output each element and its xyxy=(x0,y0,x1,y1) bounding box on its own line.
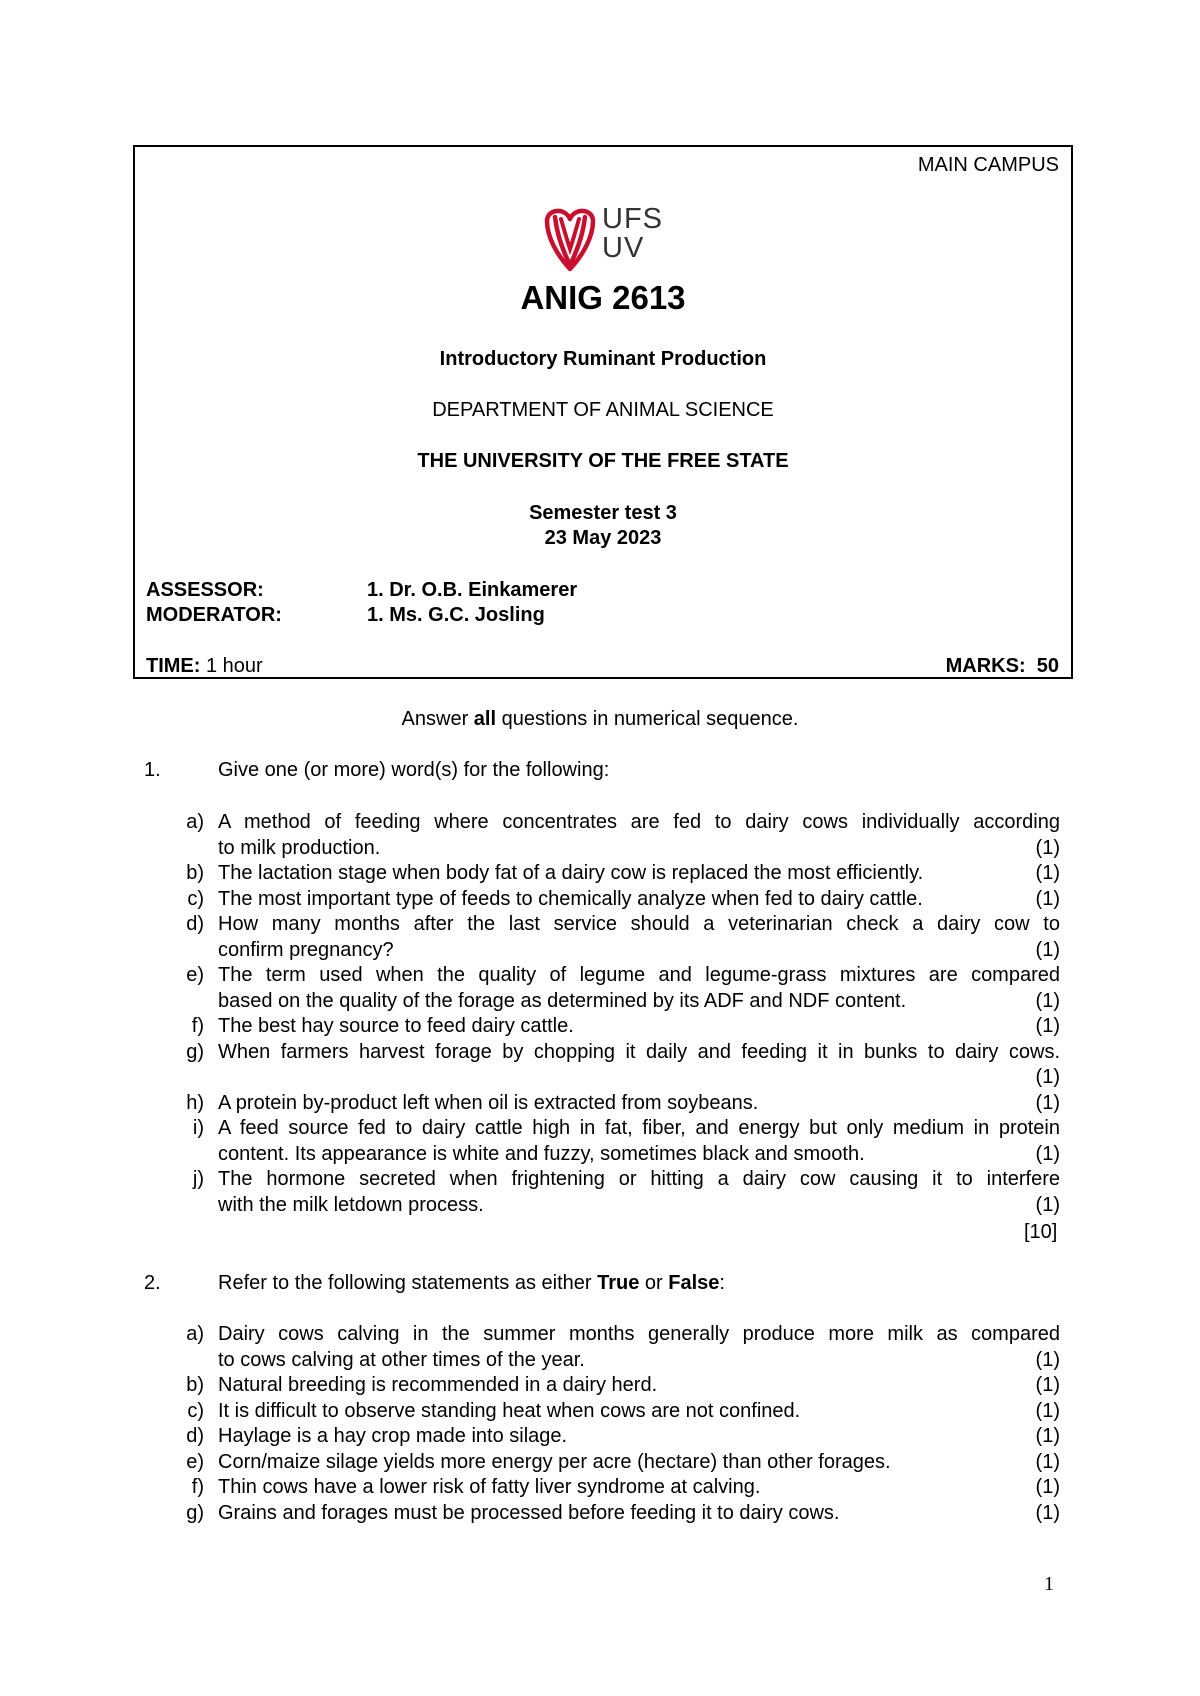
item-letter: b) xyxy=(186,862,204,884)
item-text-line-1: Haylage is a hay crop made into silage. xyxy=(218,1425,568,1447)
moderator-name: 1. Ms. G.C. Josling xyxy=(367,604,545,626)
item-mark: (1) xyxy=(1035,1015,1060,1037)
item-letter: f) xyxy=(191,1015,204,1037)
item-mark: (1) xyxy=(1035,862,1060,884)
item-text-line-1: Corn/maize silage yields more energy per acre (hectare) than other forages. xyxy=(218,1450,891,1473)
item-text-line-1: When farmers harvest forage by chopping it daily and feeding it in bunks to dairy cows. xyxy=(218,1040,1060,1063)
marks-value: 50 xyxy=(1036,655,1059,677)
item-letter: h) xyxy=(186,1091,204,1114)
page-number: 1 xyxy=(1044,1573,1054,1595)
item-text-line-2 xyxy=(218,1065,1060,1091)
item-mark: (1) xyxy=(1035,1066,1060,1088)
logo-wordmark: UFS UV xyxy=(602,203,663,264)
marks-label: MARKS: xyxy=(945,655,1026,677)
university-logo xyxy=(539,205,671,275)
item-text-line-2: based on the quality of the forage as determined by its ADF and NDF content. xyxy=(218,989,907,1012)
item-mark: (1) xyxy=(1035,887,1060,910)
item-text-line-1: The best hay source to feed dairy cattle. xyxy=(218,1015,574,1037)
module-title: Introductory Ruminant Production xyxy=(439,348,767,370)
test-name: Semester test 3 xyxy=(529,502,677,524)
item-text-line-2: content. Its appearance is white and fuzzy, sometimes black and smooth. xyxy=(218,1142,865,1165)
item-text-line-1: How many months after the last service should a veterinarian check a dairy cow to xyxy=(218,913,1060,935)
item-letter: e) xyxy=(186,964,204,986)
item-mark: (1) xyxy=(1035,1348,1060,1371)
department-name: DEPARTMENT OF ANIMAL SCIENCE xyxy=(432,399,774,421)
ufs-emblem-icon xyxy=(539,205,601,275)
item-letter: i) xyxy=(192,1117,204,1139)
item-letter: d) xyxy=(186,913,204,935)
item-mark: (1) xyxy=(1035,1142,1060,1165)
test-date: 23 May 2023 xyxy=(544,527,662,549)
question-1-number: 1. xyxy=(144,759,161,781)
question-1-prompt: Give one (or more) word(s) for the following: xyxy=(218,759,610,781)
item-text-line-1: A feed source fed to dairy cattle high in fat, fiber, and energy but only medium in protein xyxy=(218,1117,1060,1139)
item-letter: c) xyxy=(187,887,204,910)
item-text-line-2: confirm pregnancy? xyxy=(218,938,394,961)
question-2-number: 2. xyxy=(144,1272,161,1294)
item-mark: (1) xyxy=(1035,1476,1060,1498)
item-letter: a) xyxy=(186,811,204,833)
item-text-line-1: Dairy cows calving in the summer months generally produce more milk as compared xyxy=(218,1323,1060,1345)
item-mark: (1) xyxy=(1035,989,1060,1012)
university-name: THE UNIVERSITY OF THE FREE STATE xyxy=(417,450,789,472)
item-text-line-2: to cows calving at other times of the year. xyxy=(218,1348,585,1371)
item-letter: j) xyxy=(192,1168,204,1190)
item-mark: (1) xyxy=(1035,836,1060,859)
assessor-label: ASSESSOR: xyxy=(146,579,264,601)
item-text-line-1: It is difficult to observe standing heat when cows are not confined. xyxy=(218,1399,801,1422)
item-text-line-1: A protein by-product left when oil is extracted from soybeans. xyxy=(218,1091,759,1114)
instruction-line: Answer all questions in numerical sequence. xyxy=(401,708,799,730)
exam-header-box xyxy=(133,145,1073,679)
question-2-prompt: Refer to the following statements as either True or False: xyxy=(218,1272,725,1294)
module-code: ANIG 2613 xyxy=(520,279,686,316)
item-mark: (1) xyxy=(1035,1501,1060,1524)
item-text-line-1: A method of feeding where concentrates are fed to dairy cows individually according xyxy=(218,811,1060,833)
item-mark: (1) xyxy=(1035,1450,1060,1473)
time-label: TIME: xyxy=(146,655,201,677)
item-letter: a) xyxy=(186,1323,204,1345)
item-text-line-1: The lactation stage when body fat of a dairy cow is replaced the most efficiently. xyxy=(218,862,924,884)
item-mark: (1) xyxy=(1035,1399,1060,1422)
item-text-line-1: Grains and forages must be processed before feeding it to dairy cows. xyxy=(218,1501,840,1524)
item-text-line-1: The hormone secreted when frightening or hitting a dairy cow causing it to interfere xyxy=(218,1168,1060,1190)
time-row xyxy=(146,654,263,678)
campus-label: MAIN CAMPUS xyxy=(917,154,1059,176)
item-mark: (1) xyxy=(1035,938,1060,961)
item-text-line-1: Natural breeding is recommended in a dairy herd. xyxy=(218,1374,658,1396)
item-letter: c) xyxy=(187,1399,204,1422)
item-text-line-1: The most important type of feeds to chemically analyze when fed to dairy cattle. xyxy=(218,887,923,910)
assessor-name: 1. Dr. O.B. Einkamerer xyxy=(367,579,578,601)
item-mark: (1) xyxy=(1035,1193,1060,1216)
moderator-label: MODERATOR: xyxy=(146,604,282,626)
item-letter: g) xyxy=(186,1040,204,1063)
item-letter: d) xyxy=(186,1425,204,1447)
item-text-line-2: to milk production. xyxy=(218,836,381,859)
item-mark: (1) xyxy=(1035,1091,1060,1114)
item-letter: b) xyxy=(186,1374,204,1396)
item-letter: e) xyxy=(186,1450,204,1473)
item-text-line-1: Thin cows have a lower risk of fatty liver syndrome at calving. xyxy=(218,1476,761,1498)
time-value: 1 hour xyxy=(206,655,263,677)
item-letter: f) xyxy=(191,1476,204,1498)
question-1-total: [10] xyxy=(1024,1221,1058,1243)
item-text-line-1: The term used when the quality of legume and legume-grass mixtures are compared xyxy=(218,964,1060,986)
item-mark: (1) xyxy=(1035,1425,1060,1447)
item-mark: (1) xyxy=(1035,1374,1060,1396)
marks-row xyxy=(946,654,1059,678)
item-text-line-2: with the milk letdown process. xyxy=(218,1193,484,1216)
item-letter: g) xyxy=(186,1501,204,1524)
